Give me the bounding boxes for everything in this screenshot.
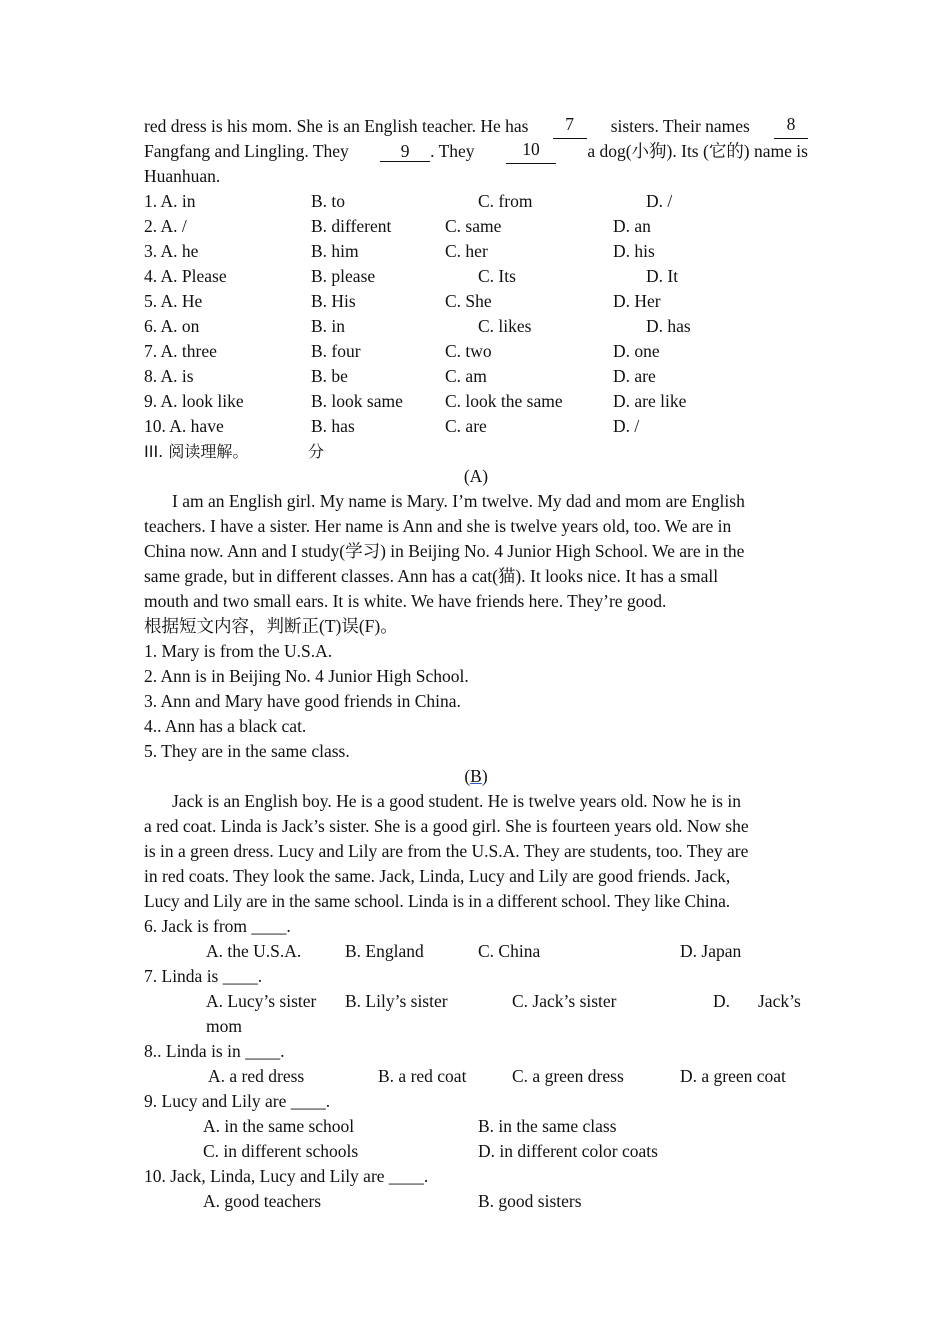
option-d: D. Japan	[680, 941, 742, 961]
option-c: C. same	[445, 216, 502, 236]
passage-line: same grade, but in different classes. Ann has a cat(猫). It looks nice. It has a small	[144, 566, 719, 586]
passage-line: I am an English girl. My name is Mary. I’m twelve. My dad and mom are English	[172, 491, 745, 511]
statement: 2. Ann is in Beijing No. 4 Junior High School.	[144, 666, 469, 686]
cloze-question-4	[144, 264, 808, 289]
option-c: C. look the same	[445, 391, 563, 411]
option-a: 6. A. on	[144, 316, 200, 336]
option-d: D. an	[613, 216, 651, 236]
question-options	[144, 1139, 808, 1164]
passage-line: a red coat. Linda is Jack’s sister. She is a good girl. She is fourteen years old. Now she	[144, 816, 749, 836]
option-c: C. likes	[478, 316, 532, 336]
cloze-question-5	[144, 289, 808, 314]
option-b: B. good sisters	[478, 1191, 582, 1211]
cloze-passage-line-3: Huanhuan.	[144, 166, 221, 186]
cloze-text: Fangfang and Lingling. They	[144, 141, 349, 161]
option-a: 2. A. /	[144, 216, 187, 236]
option-b: B. please	[311, 266, 376, 286]
option-c: C. Jack’s sister	[512, 991, 617, 1011]
passage-line: mouth and two small ears. It is white. We have friends here. They’re good.	[144, 591, 667, 611]
option-a: 10. A. have	[144, 416, 224, 436]
cloze-question-1	[144, 189, 808, 214]
option-a: 5. A. He	[144, 291, 203, 311]
option-a: 3. A. he	[144, 241, 199, 261]
option-a: A. Lucy’s sister	[206, 991, 317, 1011]
statement: 5. They are in the same class.	[144, 741, 350, 761]
option-c: C. in different schools	[203, 1141, 359, 1161]
question-stem: 10. Jack, Linda, Lucy and Lily are ____.	[144, 1166, 429, 1186]
option-d-wrap: mom	[206, 1016, 242, 1036]
option-a: A. the U.S.A.	[206, 941, 302, 961]
option-b: B. look same	[311, 391, 403, 411]
option-b: B. has	[311, 416, 355, 436]
option-c: C. are	[445, 416, 487, 436]
option-a: A. a red dress	[208, 1066, 305, 1086]
cloze-text: sisters. Their names	[610, 116, 750, 136]
cloze-question-2	[144, 214, 808, 239]
option-c: C. two	[445, 341, 492, 361]
cloze-text: . They	[430, 141, 475, 161]
option-d: D. has	[646, 316, 691, 336]
option-d: D. in different color coats	[478, 1141, 658, 1161]
statement: 1. Mary is from the U.S.A.	[144, 641, 333, 661]
part-a-passage	[144, 489, 808, 614]
question-stem: 6. Jack is from ____.	[144, 916, 291, 936]
passage-line: is in a green dress. Lucy and Lily are from the U.S.A. They are students, too. They are	[144, 841, 749, 861]
option-b: B. different	[311, 216, 392, 236]
option-b: B. in	[311, 316, 346, 336]
option-c: C. She	[445, 291, 492, 311]
statement: 3. Ann and Mary have good friends in China.	[144, 691, 461, 711]
option-a: 8. A. is	[144, 366, 194, 386]
option-d: D. /	[613, 416, 640, 436]
passage-line: teachers. I have a sister. Her name is Ann and she is twelve years old, too. We are in	[144, 516, 732, 536]
question-options	[144, 1189, 808, 1214]
option-d: D. It	[646, 266, 679, 286]
passage-line: in red coats. They look the same. Jack, Linda, Lucy and Lily are good friends. Jack,	[144, 866, 731, 886]
option-c: C. China	[478, 941, 541, 961]
option-d: D.	[713, 991, 731, 1011]
reading-section-title: III. 阅读理解。 分	[144, 439, 808, 464]
option-b: B. four	[311, 341, 361, 361]
option-c: C. Its	[478, 266, 516, 286]
passage-line: Jack is an English boy. He is a good student. He is twelve years old. Now he is in	[172, 791, 741, 811]
part-b-label: (B)	[464, 766, 488, 786]
question-stem: 7. Linda is ____.	[144, 966, 263, 986]
cloze-blank-7: 7	[553, 114, 587, 139]
cloze-passage-line-2	[144, 139, 808, 164]
question-options	[144, 1114, 808, 1139]
cloze-passage-line-1	[144, 114, 808, 139]
passage-line: Lucy and Lily are in the same school. Linda is in a different school. They like China.	[144, 891, 731, 911]
option-b: B. be	[311, 366, 348, 386]
option-a: 4. A. Please	[144, 266, 227, 286]
option-b: B. to	[311, 191, 346, 211]
part-b-passage	[144, 789, 808, 914]
part-b-letter: B	[470, 766, 482, 786]
cloze-question-6	[144, 314, 808, 339]
part-a-instruction: 根据短文内容，判断正(T)误(F)。	[144, 616, 398, 636]
cloze-question-8	[144, 364, 808, 389]
option-a: 9. A. look like	[144, 391, 244, 411]
option-a: 1. A. in	[144, 191, 196, 211]
option-b: B. a red coat	[378, 1066, 467, 1086]
option-d: D. Her	[613, 291, 661, 311]
cloze-blank-8: 8	[774, 114, 808, 139]
option-d: D. his	[613, 241, 655, 261]
worksheet-page	[144, 114, 808, 1214]
option-c: C. from	[478, 191, 533, 211]
option-b: B. His	[311, 291, 356, 311]
question-stem: 8.. Linda is in ____.	[144, 1041, 285, 1061]
option-b: B. in the same class	[478, 1116, 617, 1136]
option-a: 7. A. three	[144, 341, 217, 361]
option-d: D. are	[613, 366, 656, 386]
cloze-blank-9: 9	[380, 141, 430, 162]
cloze-question-3	[144, 239, 808, 264]
option-d: D. a green coat	[680, 1066, 786, 1086]
option-b: B. him	[311, 241, 359, 261]
question-stem: 9. Lucy and Lily are ____.	[144, 1091, 331, 1111]
option-c: C. am	[445, 366, 487, 386]
question-options	[144, 939, 808, 964]
part-a-label: (A)	[463, 466, 489, 486]
option-d: D. are like	[613, 391, 687, 411]
statement: 4.. Ann has a black cat.	[144, 716, 307, 736]
option-b: B. Lily’s sister	[345, 991, 448, 1011]
option-d-text: Jack’s	[758, 991, 801, 1011]
cloze-text: red dress is his mom. She is an English teacher. He has	[144, 116, 529, 136]
question-options	[144, 1064, 808, 1089]
option-a: A. in the same school	[203, 1116, 355, 1136]
option-c: C. her	[445, 241, 488, 261]
passage-line: China now. Ann and I study(学习) in Beijing No. 4 Junior High School. We are in the	[144, 541, 745, 561]
option-b: B. England	[345, 941, 424, 961]
cloze-blank-10: 10	[506, 139, 556, 164]
question-options	[144, 989, 808, 1014]
cloze-options	[144, 189, 808, 439]
option-c: C. a green dress	[512, 1066, 624, 1086]
cloze-question-7	[144, 339, 808, 364]
question-options-wrap	[144, 1014, 808, 1039]
cloze-text: a dog(小狗). Its (它的) name is	[587, 141, 808, 161]
cloze-question-9	[144, 389, 808, 414]
cloze-question-10	[144, 414, 808, 439]
option-a: A. good teachers	[203, 1191, 322, 1211]
score-label: 分	[308, 442, 325, 461]
option-d: D. /	[646, 191, 673, 211]
option-d: D. one	[613, 341, 660, 361]
